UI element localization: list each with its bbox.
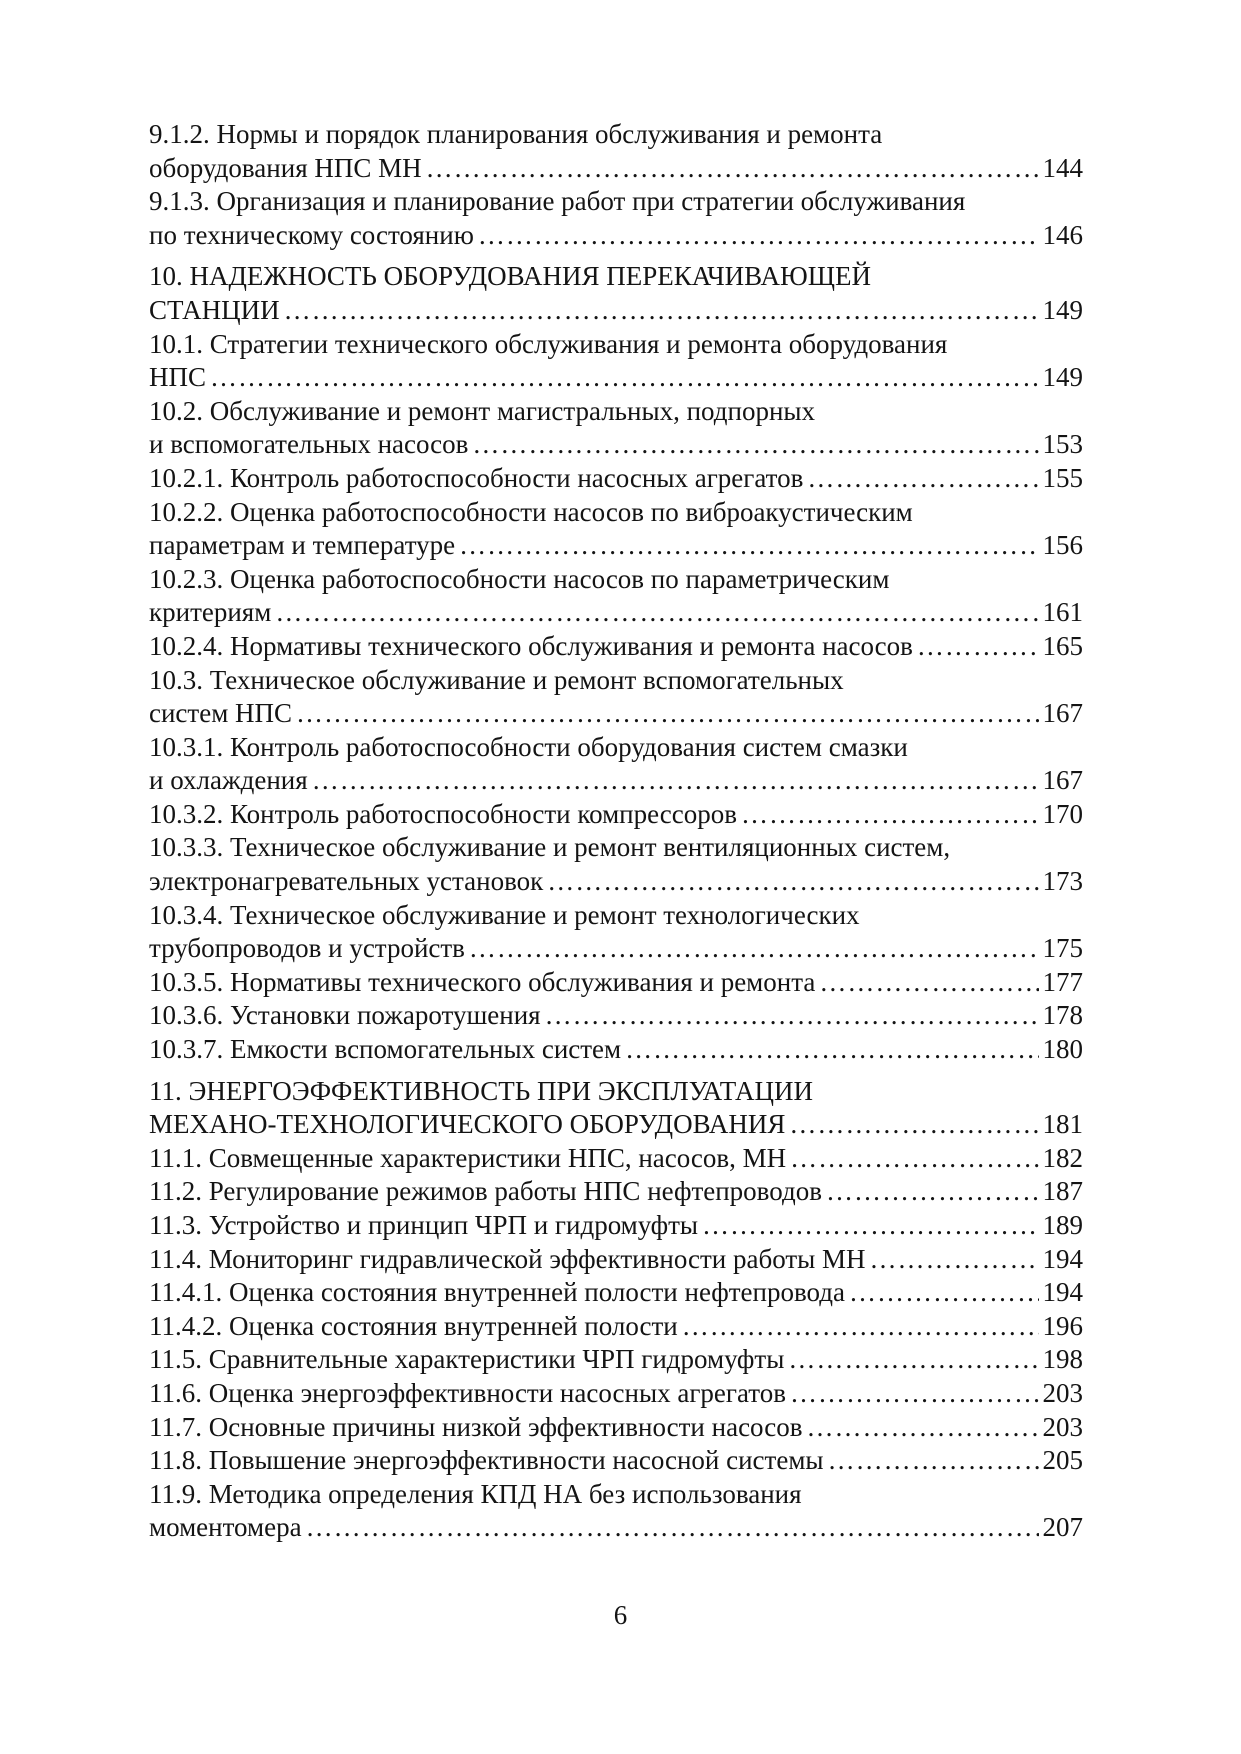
toc-entry-title-line: 10.3. Техническое обслуживание и ремонт вспомогательных <box>149 664 844 695</box>
toc-entry <box>149 1411 1083 1445</box>
toc-entry-last-line <box>149 1033 1083 1067</box>
toc-entry <box>149 563 1083 630</box>
toc-entry-title-line: 10.3.4. Техническое обслуживание и ремонт технологических <box>149 899 860 930</box>
toc-entry <box>149 328 1083 395</box>
toc-page-number: 167 <box>1042 698 1083 729</box>
toc-entry <box>149 1377 1083 1411</box>
toc-entry-title: МЕХАНО-ТЕХНОЛОГИЧЕСКОГО ОБОРУДОВАНИЯ <box>149 1109 786 1140</box>
dot-leader <box>625 1033 1038 1067</box>
toc-page-number: 189 <box>1042 1210 1083 1240</box>
dot-leader <box>459 529 1038 563</box>
toc-entry-title: 10.3.2. Контроль работоспособности компрессоров <box>149 798 737 829</box>
toc-entry-last-line <box>149 1243 1083 1277</box>
dot-leader <box>917 630 1039 664</box>
toc-entry-title: 10.2.1. Контроль работоспособности насосных агрегатов <box>149 462 804 493</box>
toc-entry-title-line: 10.3.3. Техническое обслуживание и ремонт вентиляционных систем, <box>149 832 951 863</box>
toc-entry-last-line <box>149 999 1083 1033</box>
toc-entry-title: 11.5. Сравнительные характеристики ЧРП гидромуфты <box>149 1344 785 1375</box>
toc-entry-last-line <box>149 361 1083 395</box>
toc-entry <box>149 185 1083 252</box>
toc-page-number: 156 <box>1042 530 1083 561</box>
toc-entry <box>149 731 1083 798</box>
toc-entry <box>149 1343 1083 1377</box>
toc-entry-title-line: 10.3.1. Контроль работоспособности оборудования систем смазки <box>149 731 908 762</box>
toc-entry <box>149 831 1083 898</box>
toc-entry-title: и охлаждения <box>149 765 308 796</box>
toc-entry-title: 11.1. Совмещенные характеристики НПС, насосов, МН <box>149 1142 787 1173</box>
toc-entry-title: 11.4. Мониторинг гидравлической эффективности работы МН <box>149 1243 866 1274</box>
toc-entry-last-line <box>149 697 1083 731</box>
toc-entry-title-line: 10. НАДЕЖНОСТЬ ОБОРУДОВАНИЯ ПЕРЕКАЧИВАЮЩЕЙ <box>149 261 871 292</box>
toc-entry-title: 11.4.2. Оценка состояния внутренней полости <box>149 1310 678 1341</box>
toc-entry-title-line: 10.1. Стратегии технического обслуживания и ремонта оборудования <box>149 328 948 359</box>
page-number: 6 <box>613 1600 628 1630</box>
toc-entry-title-line: 10.2. Обслуживание и ремонт магистральных, подпорных <box>149 395 816 426</box>
toc-page-number: 161 <box>1042 597 1083 628</box>
toc-entry-title-line: 11.9. Методика определения КПД НА без использования <box>149 1478 802 1509</box>
toc-entry-title: 10.3.6. Установки пожаротушения <box>149 1000 541 1031</box>
toc-page-number: 170 <box>1042 798 1083 829</box>
toc-page-number: 178 <box>1042 1000 1083 1031</box>
toc-entry <box>149 1444 1083 1478</box>
toc-entry-last-line <box>149 1511 1083 1545</box>
toc-entry-last-line <box>149 1142 1083 1176</box>
toc-entry-last-line <box>149 1444 1083 1478</box>
toc-page-number: 165 <box>1042 630 1083 661</box>
toc-entry <box>149 899 1083 966</box>
toc-entry-title-line: 9.1.2. Нормы и порядок планирования обслуживания и ремонта <box>149 119 883 149</box>
dot-leader <box>547 865 1038 899</box>
toc-entry-title: по техническому состоянию <box>149 219 474 250</box>
toc-page-number: 153 <box>1042 429 1083 460</box>
toc-entry-title-line: 10.2.3. Оценка работоспособности насосов по параметрическим <box>149 563 890 594</box>
toc-page-number: 181 <box>1042 1109 1083 1140</box>
toc-entry-last-line <box>149 152 1083 186</box>
toc-entry-title: 11.3. Устройство и принцип ЧРП и гидромуфты <box>149 1210 699 1240</box>
dot-leader <box>826 1175 1039 1209</box>
toc-entry-title: СТАНЦИИ <box>149 294 280 325</box>
dot-leader <box>275 596 1038 630</box>
toc-entry-title: 11.6. Оценка энергоэффективности насосных агрегатов <box>149 1377 786 1408</box>
dot-leader <box>741 798 1039 832</box>
toc-entry <box>149 630 1083 664</box>
toc-entry <box>149 1243 1083 1277</box>
dot-leader <box>545 999 1039 1033</box>
toc-entry <box>149 395 1083 462</box>
toc-chapter-entry <box>149 260 1083 327</box>
toc-entry-last-line <box>149 596 1083 630</box>
dot-leader <box>819 966 1038 1000</box>
toc-entry-last-line <box>149 1343 1083 1377</box>
toc-entry-last-line <box>149 764 1083 798</box>
toc-entry-title: электронагревательных установок <box>149 866 544 897</box>
toc-entry-last-line <box>149 1209 1083 1243</box>
toc-entry-last-line <box>149 1175 1083 1209</box>
toc-entry-last-line <box>149 966 1083 1000</box>
toc-page-number: 196 <box>1042 1310 1083 1341</box>
toc-entry-title-line: 11. ЭНЕРГОЭФФЕКТИВНОСТЬ ПРИ ЭКСПЛУАТАЦИИ <box>149 1075 813 1106</box>
toc-page-number: 180 <box>1042 1034 1083 1065</box>
toc-entry <box>149 1175 1083 1209</box>
toc-entry-last-line <box>149 428 1083 462</box>
toc-page-number: 194 <box>1042 1277 1083 1308</box>
toc-page-number: 144 <box>1042 152 1083 183</box>
toc-entry-title: 10.3.5. Нормативы технического обслуживания и ремонта <box>149 966 816 997</box>
dot-leader <box>828 1444 1039 1478</box>
toc-entry-last-line <box>149 865 1083 899</box>
toc-entry-title: трубопроводов и устройств <box>149 933 465 964</box>
toc-entry-last-line <box>149 630 1083 664</box>
toc-page-number: 205 <box>1042 1445 1083 1476</box>
toc-entry-last-line <box>149 529 1083 563</box>
dot-leader <box>469 932 1039 966</box>
toc-chapter-entry <box>149 1075 1083 1142</box>
toc-page-number: 203 <box>1042 1411 1083 1442</box>
toc-entry-last-line <box>149 1108 1083 1142</box>
toc-page-number: 175 <box>1042 933 1083 964</box>
toc-entry-title: 11.7. Основные причины низкой эффективности насосов <box>149 1411 803 1442</box>
toc-entry <box>149 1209 1083 1243</box>
toc-entry-title: и вспомогательных насосов <box>149 429 469 460</box>
toc-entry <box>149 798 1083 832</box>
toc-page-number: 194 <box>1042 1243 1083 1274</box>
toc-entry-title: систем НПС <box>149 698 293 729</box>
dot-leader <box>790 1142 1038 1176</box>
toc-entry <box>149 1478 1083 1545</box>
dot-leader <box>478 219 1039 253</box>
toc-entry-title: 10.2.4. Нормативы технического обслуживания и ремонта насосов <box>149 630 913 661</box>
toc-entry-last-line <box>149 1411 1083 1445</box>
dot-leader <box>790 1377 1039 1411</box>
toc-entry <box>149 1033 1083 1067</box>
dot-leader <box>426 152 1039 186</box>
toc-entry-last-line <box>149 1276 1083 1310</box>
toc-entry-last-line <box>149 462 1083 496</box>
dot-leader <box>789 1108 1038 1142</box>
toc-entry <box>149 966 1083 1000</box>
toc-entry-title: моментомера <box>149 1512 302 1543</box>
toc-page-number: 146 <box>1042 219 1083 250</box>
toc-entry-title: 11.2. Регулирование режимов работы НПС нефтепроводов <box>149 1176 822 1207</box>
toc-page-number: 207 <box>1042 1512 1083 1543</box>
toc-entry-last-line <box>149 219 1083 253</box>
toc-page-number: 149 <box>1042 294 1083 325</box>
dot-leader <box>806 1411 1038 1445</box>
toc-entry <box>149 1142 1083 1176</box>
toc-entry <box>149 496 1083 563</box>
toc-page-number: 203 <box>1042 1377 1083 1408</box>
toc-page-number: 155 <box>1042 462 1083 493</box>
toc-entry-title: НПС <box>149 362 207 393</box>
toc-entry-title: критериям <box>149 597 272 628</box>
toc-entry <box>149 118 1083 185</box>
dot-leader <box>870 1243 1039 1277</box>
dot-leader <box>312 764 1039 798</box>
toc-page-number: 177 <box>1042 966 1083 997</box>
toc-page-number: 187 <box>1042 1176 1083 1207</box>
toc-entry-title: параметрам и температуре <box>149 530 456 561</box>
toc-entry-last-line <box>149 798 1083 832</box>
dot-leader <box>849 1276 1039 1310</box>
dot-leader <box>682 1310 1039 1344</box>
toc-page-number: 182 <box>1042 1142 1083 1173</box>
toc-entry <box>149 1276 1083 1310</box>
toc-entry <box>149 664 1083 731</box>
dot-leader <box>807 462 1038 496</box>
toc-entry <box>149 1310 1083 1344</box>
dot-leader <box>788 1343 1038 1377</box>
dot-leader <box>210 361 1038 395</box>
toc-entry-title: оборудования НПС МН <box>149 152 422 183</box>
toc-entry-last-line <box>149 932 1083 966</box>
toc-entry <box>149 462 1083 496</box>
dot-leader <box>702 1209 1038 1243</box>
toc-page-number: 173 <box>1042 866 1083 897</box>
table-of-contents <box>149 118 1083 1545</box>
toc-entry-title-line: 10.2.2. Оценка работоспособности насосов по виброакустическим <box>149 496 913 527</box>
toc-entry <box>149 999 1083 1033</box>
dot-leader <box>284 294 1039 328</box>
dot-leader <box>472 428 1038 462</box>
toc-entry-title: 11.4.1. Оценка состояния внутренней полости нефтепровода <box>149 1277 845 1308</box>
toc-entry-title: 10.3.7. Емкости вспомогательных систем <box>149 1034 622 1065</box>
toc-entry-last-line <box>149 1310 1083 1344</box>
toc-entry-last-line <box>149 1377 1083 1411</box>
dot-leader <box>306 1511 1039 1545</box>
toc-page-number: 167 <box>1042 765 1083 796</box>
toc-entry-title-line: 9.1.3. Организация и планирование работ при стратегии обслуживания <box>149 186 966 217</box>
toc-entry-last-line <box>149 294 1083 328</box>
dot-leader <box>296 697 1038 731</box>
toc-page-number: 149 <box>1042 362 1083 393</box>
toc-entry-title: 11.8. Повышение энергоэффективности насосной системы <box>149 1445 824 1476</box>
toc-page-number: 198 <box>1042 1344 1083 1375</box>
